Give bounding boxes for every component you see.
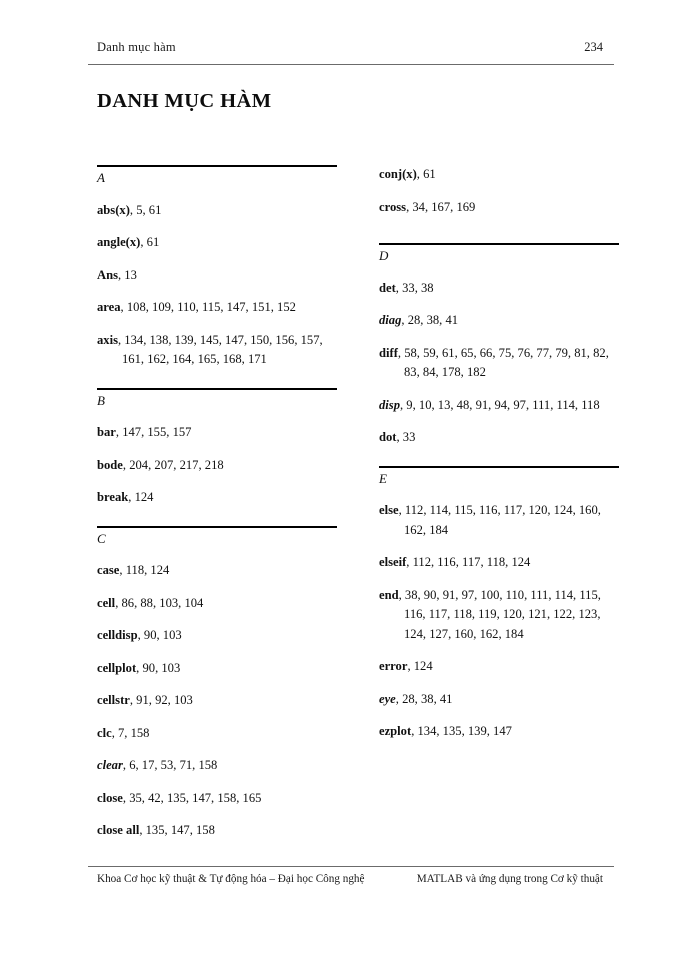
index-entry-pages: , 124	[128, 490, 154, 505]
index-entry	[97, 488, 337, 508]
index-entry-pages: , 33	[396, 430, 416, 445]
running-header-title: Danh mục hàm	[97, 40, 176, 54]
index-entry	[379, 657, 619, 677]
index-entry-pages: , 61	[416, 167, 436, 181]
header-rule	[88, 64, 614, 65]
index-entry	[97, 266, 337, 286]
index-entry-term: angle(x)	[97, 235, 141, 250]
index-entry-pages: , 38, 90, 91, 97, 100, 110, 111, 114, 115, 116, 117, 118, 119, 120, 121, 122, 123, 124, 127, 160, 162, 184	[398, 587, 601, 641]
index-entry	[97, 756, 337, 776]
index-entry-pages: , 112, 114, 115, 116, 117, 120, 124, 160, 162, 184	[398, 503, 601, 537]
footer-right-text: MATLAB và ứng dụng trong Cơ kỹ thuật	[416, 873, 603, 885]
page-title: DANH MỤC HÀM	[97, 90, 272, 112]
index-entry	[97, 233, 337, 253]
index-entry-term: cross	[379, 199, 407, 214]
running-header	[97, 40, 603, 55]
index-entry	[379, 428, 619, 448]
index-entry	[97, 331, 337, 370]
index-section	[379, 466, 619, 742]
index-entry	[379, 553, 619, 573]
index-columns	[97, 165, 619, 841]
index-entry	[97, 626, 337, 646]
index-entry-pages: , 124	[407, 659, 433, 674]
index-entry-term: dot	[379, 430, 397, 445]
index-entry-pages: , 135, 147, 158	[139, 823, 215, 838]
index-entry-term: area	[97, 300, 121, 315]
index-entry-pages: , 108, 109, 110, 115, 147, 151, 152	[120, 300, 296, 315]
section-letter: C	[97, 530, 106, 546]
index-entry-pages: , 13	[118, 267, 137, 282]
index-entry-pages: , 90, 103	[136, 660, 181, 675]
index-entry-pages: , 5, 61	[129, 202, 162, 217]
index-entry-term: else	[379, 503, 399, 518]
index-entry-term: close all	[97, 823, 140, 838]
index-entry	[379, 279, 619, 299]
index-entry	[379, 165, 619, 185]
index-column-left	[97, 165, 337, 841]
index-entry-pages: , 204, 207, 217, 218	[122, 457, 224, 472]
index-entry	[379, 311, 619, 331]
index-section	[97, 165, 337, 370]
index-entry	[97, 594, 337, 614]
index-section	[97, 388, 337, 508]
section-letter: E	[379, 470, 387, 486]
index-entry-pages: , 34, 167, 169	[406, 199, 476, 214]
running-footer	[97, 873, 603, 885]
index-section	[97, 526, 337, 841]
index-entry-term: celldisp	[97, 628, 138, 643]
index-entry-term: axis	[97, 332, 118, 347]
index-entry-pages: , 91, 92, 103	[129, 693, 193, 708]
section-rule	[379, 243, 619, 245]
index-entry	[97, 201, 337, 221]
index-column-right	[379, 165, 619, 841]
index-entry-term: det	[379, 280, 396, 295]
index-entry-term: bar	[97, 425, 116, 440]
index-entry-pages: , 134, 138, 139, 145, 147, 150, 156, 157, 161, 162, 164, 165, 168, 171	[118, 332, 323, 367]
index-entry-term: elseif	[379, 555, 407, 570]
index-entry	[97, 456, 337, 476]
index-entry	[97, 724, 337, 744]
index-entry	[379, 396, 619, 416]
index-entry-term: diff	[379, 345, 398, 360]
footer-rule	[88, 866, 614, 867]
section-rule	[97, 526, 337, 528]
index-entry-term: conj(x)	[379, 167, 417, 181]
index-entry-pages: , 28, 38, 41	[401, 313, 459, 328]
index-entry-pages: , 58, 59, 61, 65, 66, 75, 76, 77, 79, 81, 82, 83, 84, 178, 182	[397, 345, 609, 380]
index-entry	[379, 586, 619, 645]
section-rule	[379, 466, 619, 468]
section-letter: D	[379, 248, 389, 264]
index-entry-pages: , 35, 42, 135, 147, 158, 165	[122, 790, 262, 805]
index-entry-term: cellplot	[97, 660, 137, 675]
index-entry-term: close	[97, 790, 123, 805]
footer-left-text: Khoa Cơ học kỹ thuật & Tự động hóa – Đại học Công nghệ	[97, 873, 365, 885]
index-entry-pages: , 9, 10, 13, 48, 91, 94, 97, 111, 114, 118	[400, 397, 600, 412]
index-entry-term: diag	[379, 313, 402, 328]
index-entry-term: cellstr	[97, 693, 130, 708]
index-entry-pages: , 33, 38	[395, 280, 434, 295]
index-entry	[97, 821, 337, 841]
index-entry-term: clc	[97, 725, 112, 740]
index-entry-term: Ans	[97, 267, 118, 282]
index-entry	[97, 691, 337, 711]
index-entry-pages: , 86, 88, 103, 104	[115, 595, 204, 610]
index-entry-term: clear	[97, 758, 123, 773]
index-entry-term: ezplot	[379, 724, 412, 739]
index-entry	[97, 789, 337, 809]
index-entry-term: bode	[97, 457, 123, 472]
page-number: 234	[584, 40, 603, 54]
index-entry-term: case	[97, 563, 120, 578]
index-continued-entries	[379, 165, 619, 217]
index-section	[379, 243, 619, 448]
index-entry-term: eye	[379, 691, 396, 706]
section-rule	[97, 388, 337, 390]
index-entry-term: error	[379, 659, 408, 674]
index-entry-term: break	[97, 490, 129, 505]
index-entry-pages: , 147, 155, 157	[115, 425, 192, 440]
section-letter: A	[97, 170, 105, 185]
index-entry	[97, 659, 337, 679]
index-entry-term: abs(x)	[97, 202, 130, 217]
index-entry	[97, 561, 337, 581]
index-entry	[379, 344, 619, 383]
index-entry	[379, 198, 619, 218]
section-rule	[97, 165, 337, 167]
index-entry-pages: , 28, 38, 41	[395, 691, 453, 706]
index-entry	[379, 722, 619, 742]
index-entry	[379, 501, 619, 540]
index-entry	[97, 298, 337, 318]
index-entry	[97, 423, 337, 443]
index-entry-pages: , 134, 135, 139, 147	[411, 724, 512, 739]
section-letter: B	[97, 392, 105, 408]
index-entry-term: disp	[379, 397, 400, 412]
index-entry-pages: , 90, 103	[137, 628, 182, 643]
index-entry-term: cell	[97, 595, 116, 610]
index-entry-pages: , 118, 124	[119, 563, 170, 578]
index-entry-pages: , 7, 158	[111, 725, 150, 740]
index-entry-pages: , 61	[140, 235, 160, 250]
index-entry-term: end	[379, 587, 399, 602]
index-entry-pages: , 6, 17, 53, 71, 158	[122, 758, 218, 773]
index-entry-pages: , 112, 116, 117, 118, 124	[406, 555, 531, 570]
index-entry	[379, 690, 619, 710]
